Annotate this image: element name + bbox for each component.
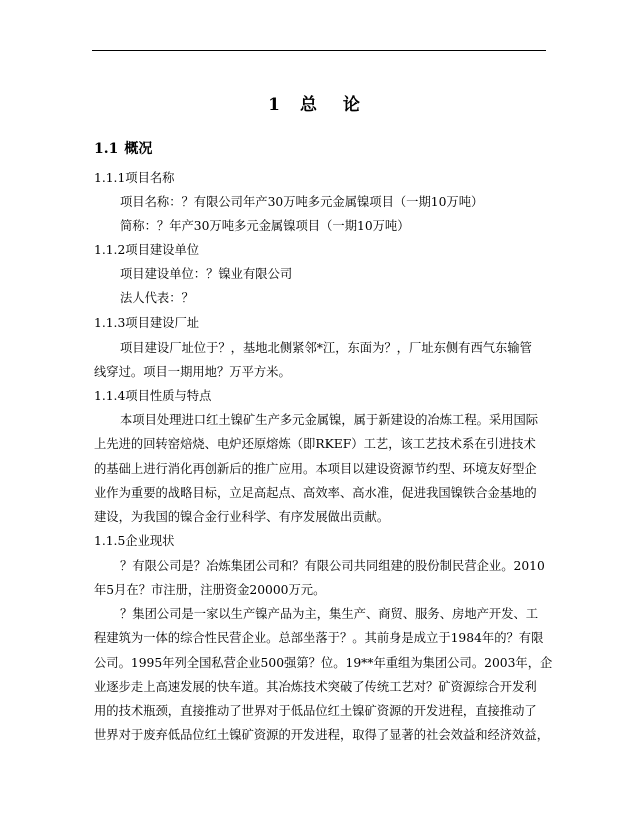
section-number: 1.1 — [94, 141, 119, 157]
nature-paragraph-line: 业作为重要的战略目标，立足高起点、高效率、高水准，促进我国镍铁合金基地的 — [94, 486, 537, 500]
project-name-line: 项目名称：？有限公司年产30万吨多元金属镍项目（一期10万吨） — [120, 195, 484, 209]
subsection-heading-1-1-1: 1.1.1项目名称 — [94, 171, 175, 185]
group-paragraph-line: 程建筑为一体的综合性民营企业。总部坐落于？。其前身是成立于1984年的？有限 — [94, 631, 544, 645]
group-paragraph-line: 公司。1995年列全国私营企业500强第？位。19**年重组为集团公司。2003年，企 — [94, 656, 553, 670]
legal-representative-line: 法人代表：？ — [120, 291, 194, 305]
chapter-title: 总 论 — [299, 95, 370, 115]
section-heading — [94, 138, 152, 158]
nature-paragraph-line: 建设，为我国的镍合金行业科学、有序发展做出贡献。 — [94, 510, 390, 524]
header-rule — [92, 50, 546, 51]
nature-paragraph-line: 本项目处理进口红土镍矿生产多元金属镍，属于新建设的冶炼工程。采用国际 — [120, 413, 539, 427]
subsection-heading-1-1-5: 1.1.5企业现状 — [94, 534, 175, 548]
group-paragraph-line: ？集团公司是一家以生产镍产品为主，集生产、商贸、服务、房地产开发、工 — [120, 607, 539, 621]
company-paragraph-line: ？有限公司是？冶炼集团公司和？有限公司共同组建的股份制民营企业。2010 — [120, 559, 545, 573]
site-paragraph-line: 项目建设厂址位于？，基地北侧紧邻*江，东面为？，厂址东侧有西气东输管 — [120, 341, 532, 355]
nature-paragraph-line: 上先进的回转窑焙烧、电炉还原熔炼（即RKEF）工艺，该工艺技术系在引进技术 — [94, 437, 536, 451]
project-short-name-line: 简称：？年产30万吨多元金属镍项目（一期10万吨） — [120, 219, 410, 233]
nature-paragraph-line: 的基础上进行消化再创新后的推广应用。本项目以建设资源节约型、环境友好型企 — [94, 462, 537, 476]
group-paragraph-line: 业逐步走上高速发展的快车道。其冶炼技术突破了传统工艺对？矿资源综合开发利 — [94, 680, 537, 694]
company-paragraph-line: 年5月在？市注册，注册资金20000万元。 — [94, 583, 326, 597]
chapter-heading — [0, 90, 638, 115]
subsection-heading-1-1-4: 1.1.4项目性质与特点 — [94, 389, 212, 403]
group-paragraph-line: 世界对于废弃低品位红土镍矿资源的开发进程，取得了显著的社会效益和经济效益， — [94, 728, 549, 742]
section-title: 概况 — [124, 141, 153, 157]
chapter-number: 1 — [268, 95, 282, 115]
subsection-heading-1-1-3: 1.1.3项目建设厂址 — [94, 316, 200, 330]
site-paragraph-line: 线穿过。项目一期用地？万平方米。 — [94, 365, 291, 379]
construction-unit-line: 项目建设单位：？镍业有限公司 — [120, 267, 293, 281]
group-paragraph-line: 用的技术瓶颈，直接推动了世界对于低品位红土镍矿资源的开发进程，直接推动了 — [94, 704, 537, 718]
subsection-heading-1-1-2: 1.1.2项目建设单位 — [94, 243, 200, 257]
